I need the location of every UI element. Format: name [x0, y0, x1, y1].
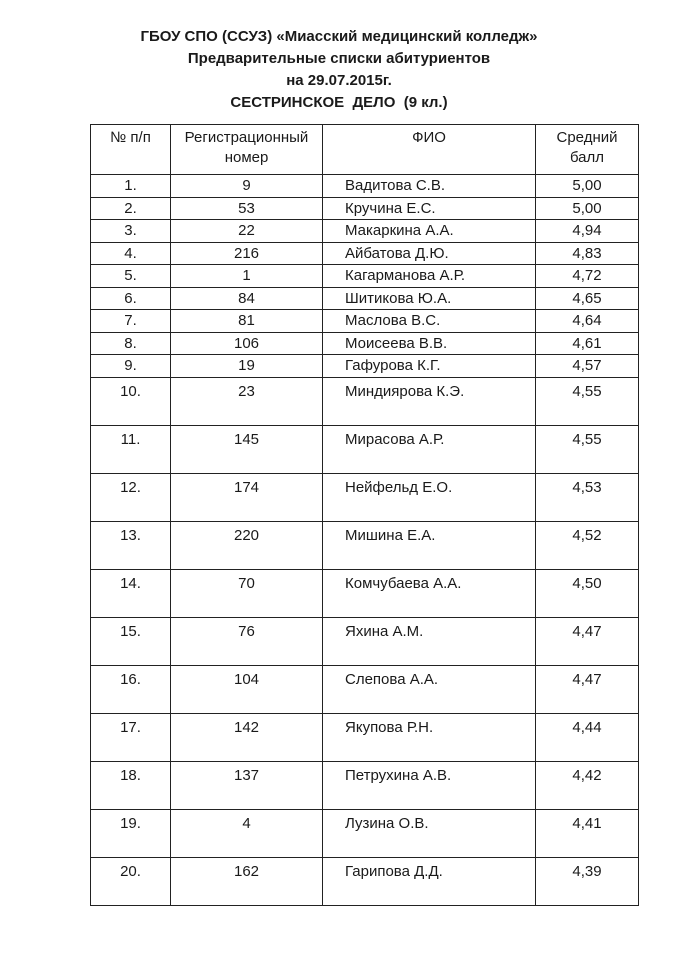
cell-score: 5,00	[536, 175, 639, 198]
cell-name: Моисеева В.В.	[323, 332, 536, 355]
column-header-score	[536, 125, 639, 175]
cell-reg: 220	[171, 521, 323, 569]
table-row	[91, 332, 639, 355]
cell-reg: 4	[171, 809, 323, 857]
cell-score: 4,55	[536, 377, 639, 425]
cell-num: 4.	[91, 242, 171, 265]
list-title: Предварительные списки абитуриентов	[187, 50, 491, 67]
cell-name: Якупова Р.Н.	[323, 713, 536, 761]
cell-num: 6.	[91, 287, 171, 310]
table-row	[91, 355, 639, 378]
cell-score: 4,57	[536, 355, 639, 378]
table-header-row	[91, 125, 639, 175]
table-row	[91, 425, 639, 473]
table-row	[91, 242, 639, 265]
table-row	[91, 665, 639, 713]
cell-num: 11.	[91, 425, 171, 473]
cell-num: 9.	[91, 355, 171, 378]
cell-num: 17.	[91, 713, 171, 761]
specialty-title: СЕСТРИНСКОЕ ДЕЛО (9 кл.)	[230, 94, 448, 111]
document-header	[0, 26, 678, 114]
cell-score: 4,53	[536, 473, 639, 521]
cell-score: 4,65	[536, 287, 639, 310]
cell-num: 3.	[91, 220, 171, 243]
table-row	[91, 761, 639, 809]
cell-num: 14.	[91, 569, 171, 617]
cell-num: 19.	[91, 809, 171, 857]
cell-score: 4,44	[536, 713, 639, 761]
table-row	[91, 521, 639, 569]
column-header-num: № п/п	[91, 125, 171, 175]
cell-score: 5,00	[536, 197, 639, 220]
table-row	[91, 377, 639, 425]
cell-name: Шитикова Ю.А.	[323, 287, 536, 310]
column-header-name: ФИО	[323, 125, 536, 175]
cell-reg: 19	[171, 355, 323, 378]
cell-name: Миндиярова К.Э.	[323, 377, 536, 425]
cell-name: Мишина Е.А.	[323, 521, 536, 569]
table-row	[91, 175, 639, 198]
cell-name: Петрухина А.В.	[323, 761, 536, 809]
cell-reg: 174	[171, 473, 323, 521]
cell-reg: 137	[171, 761, 323, 809]
cell-reg: 84	[171, 287, 323, 310]
cell-name: Лузина О.В.	[323, 809, 536, 857]
cell-name: Маслова В.С.	[323, 310, 536, 333]
table-row	[91, 220, 639, 243]
cell-reg: 53	[171, 197, 323, 220]
cell-reg: 106	[171, 332, 323, 355]
cell-score: 4,83	[536, 242, 639, 265]
table-row	[91, 617, 639, 665]
cell-num: 16.	[91, 665, 171, 713]
cell-name: Комчубаева А.А.	[323, 569, 536, 617]
cell-reg: 1	[171, 265, 323, 288]
cell-name: Кагарманова А.Р.	[323, 265, 536, 288]
cell-num: 8.	[91, 332, 171, 355]
cell-reg: 70	[171, 569, 323, 617]
cell-score: 4,47	[536, 617, 639, 665]
college-title: ГБОУ СПО (ССУЗ) «Миасский медицинский колледж»	[140, 28, 538, 45]
cell-score: 4,47	[536, 665, 639, 713]
cell-score: 4,94	[536, 220, 639, 243]
cell-name: Кручина Е.С.	[323, 197, 536, 220]
cell-num: 12.	[91, 473, 171, 521]
cell-num: 1.	[91, 175, 171, 198]
cell-score: 4,39	[536, 857, 639, 905]
list-date: на 29.07.2015г.	[286, 72, 392, 89]
cell-reg: 22	[171, 220, 323, 243]
table-row	[91, 473, 639, 521]
cell-reg: 104	[171, 665, 323, 713]
cell-score: 4,50	[536, 569, 639, 617]
applicants-table	[90, 124, 639, 906]
cell-score: 4,64	[536, 310, 639, 333]
cell-reg: 9	[171, 175, 323, 198]
table-row	[91, 809, 639, 857]
column-header-reg-label: Регистрационный номер	[184, 129, 309, 166]
cell-name: Мирасова А.Р.	[323, 425, 536, 473]
cell-name: Яхина А.М.	[323, 617, 536, 665]
cell-name: Гарипова Д.Д.	[323, 857, 536, 905]
cell-num: 5.	[91, 265, 171, 288]
cell-num: 15.	[91, 617, 171, 665]
cell-score: 4,52	[536, 521, 639, 569]
table-row	[91, 569, 639, 617]
cell-reg: 216	[171, 242, 323, 265]
cell-score: 4,42	[536, 761, 639, 809]
cell-num: 2.	[91, 197, 171, 220]
cell-name: Слепова А.А.	[323, 665, 536, 713]
cell-name: Айбатова Д.Ю.	[323, 242, 536, 265]
column-header-score-label: Средний балл	[556, 129, 618, 166]
table-row	[91, 310, 639, 333]
table-row	[91, 713, 639, 761]
cell-reg: 76	[171, 617, 323, 665]
cell-score: 4,41	[536, 809, 639, 857]
cell-num: 20.	[91, 857, 171, 905]
cell-score: 4,72	[536, 265, 639, 288]
table-row	[91, 857, 639, 905]
cell-name: Макаркина А.А.	[323, 220, 536, 243]
cell-num: 10.	[91, 377, 171, 425]
cell-reg: 81	[171, 310, 323, 333]
cell-num: 13.	[91, 521, 171, 569]
cell-reg: 145	[171, 425, 323, 473]
cell-score: 4,55	[536, 425, 639, 473]
cell-score: 4,61	[536, 332, 639, 355]
column-header-reg	[171, 125, 323, 175]
table-row	[91, 287, 639, 310]
cell-name: Нейфельд Е.О.	[323, 473, 536, 521]
cell-num: 18.	[91, 761, 171, 809]
cell-reg: 23	[171, 377, 323, 425]
table-row	[91, 197, 639, 220]
table-row	[91, 265, 639, 288]
cell-reg: 162	[171, 857, 323, 905]
cell-name: Вадитова С.В.	[323, 175, 536, 198]
cell-num: 7.	[91, 310, 171, 333]
cell-name: Гафурова К.Г.	[323, 355, 536, 378]
cell-reg: 142	[171, 713, 323, 761]
